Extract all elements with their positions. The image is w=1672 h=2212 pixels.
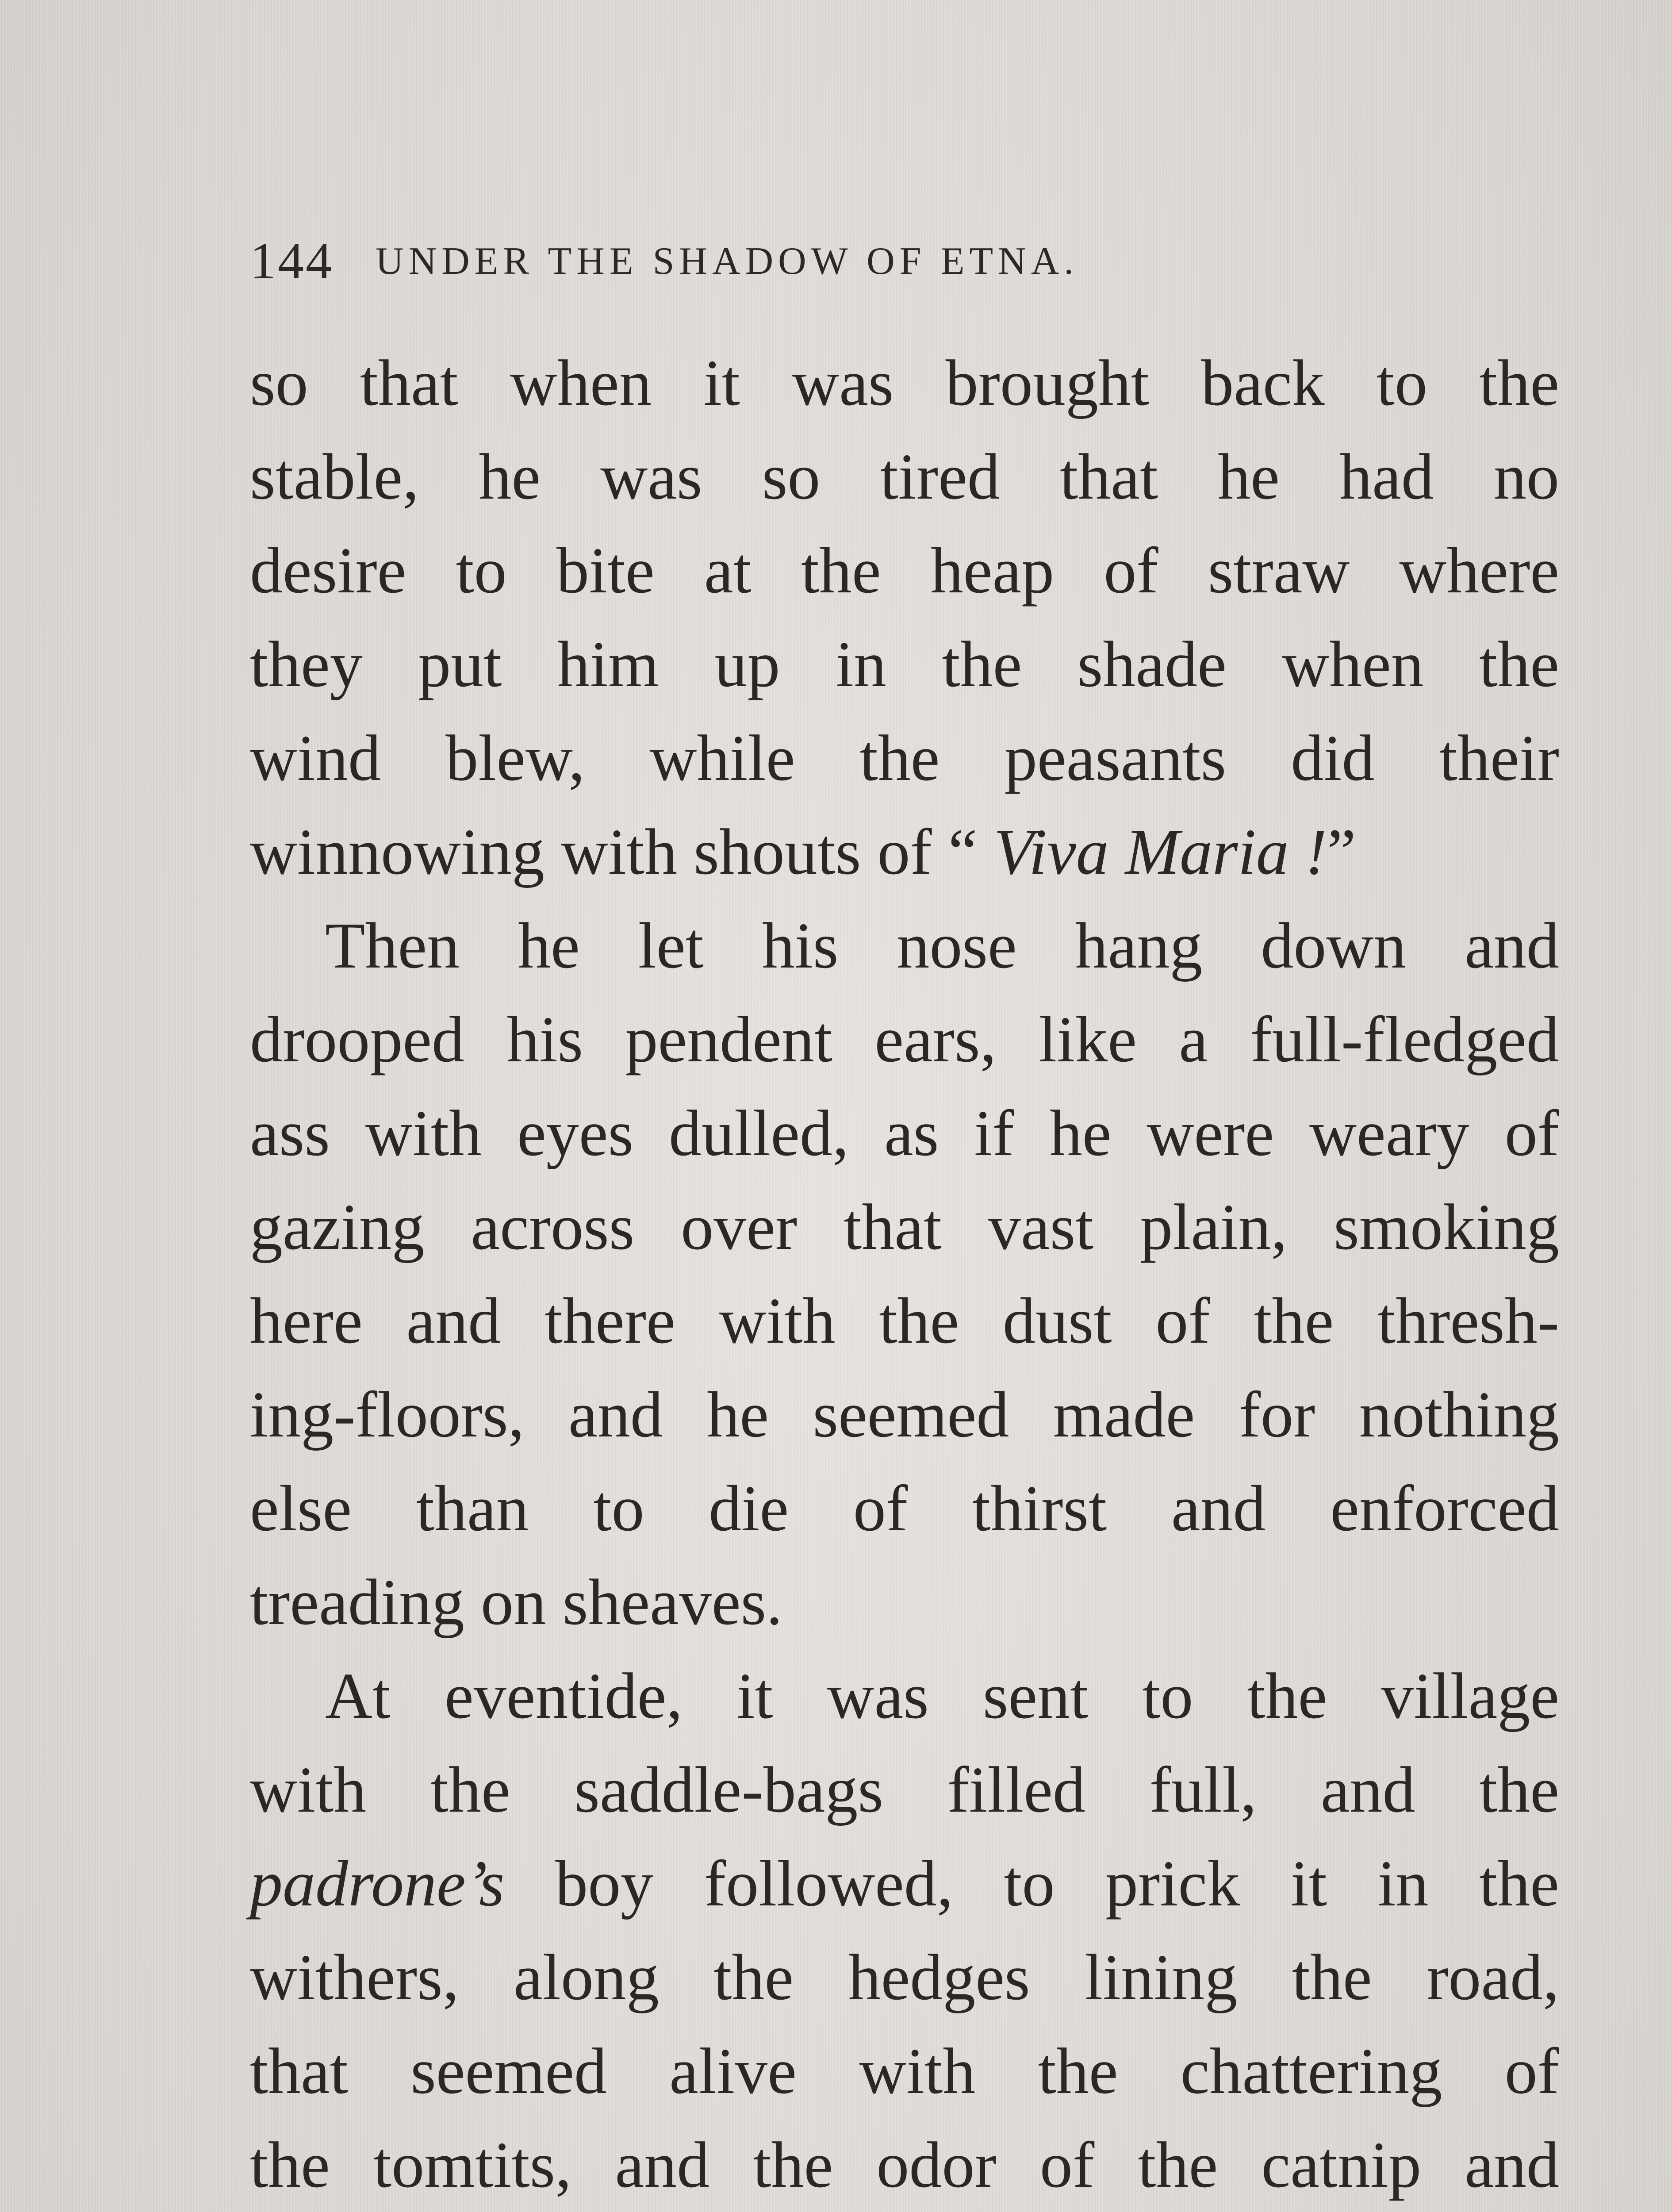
text-line: wind blew, while the peasants did their — [250, 722, 1559, 795]
text-line: that seemed alive with the chattering of — [250, 2035, 1559, 2108]
paragraph-3 — [250, 1649, 1559, 2212]
text-line: drooped his pendent ears, like a full-fledged — [250, 1003, 1559, 1076]
text-line: so that when it was brought back to the — [250, 347, 1559, 419]
body-text — [250, 336, 1559, 2212]
running-title: UNDER THE SHADOW OF ETNA. — [376, 239, 1079, 283]
paragraph-1 — [250, 336, 1559, 899]
text-line: stable, he was so tired that he had no — [250, 441, 1559, 513]
text-line: Then he let his nose hang down and — [325, 910, 1559, 982]
text-span: winnowing with shouts of “ — [250, 816, 994, 888]
text-line: gazing across over that vast plain, smoking — [250, 1191, 1559, 1263]
text-line: the tomtits, and the odor of the catnip and — [250, 2129, 1559, 2201]
text-line: here and there with the dust of the thresh- — [250, 1285, 1559, 1357]
text-line: ass with eyes dulled, as if he were weary of — [250, 1097, 1559, 1170]
italic-phrase: Viva Maria ! — [993, 816, 1327, 888]
text-line: desire to bite at the heap of straw where — [250, 534, 1559, 607]
text-line — [250, 1837, 1559, 1931]
text-line: withers, along the hedges lining the road, — [250, 1941, 1559, 2014]
text-line: treading on sheaves. — [250, 1566, 783, 1639]
text-line: ing-floors, and he seemed made for nothing — [250, 1379, 1559, 1451]
closing-quote: ” — [1327, 816, 1356, 888]
text-line: At eventide, it was sent to the village — [325, 1660, 1559, 1732]
paragraph-2 — [250, 899, 1559, 1649]
running-head — [250, 230, 1559, 292]
italic-word: padrone’s — [250, 1847, 505, 1920]
text-line: else than to die of thirst and enforced — [250, 1472, 1559, 1545]
text-line: with the saddle-bags filled full, and the — [250, 1754, 1559, 1826]
page-number: 144 — [250, 232, 334, 290]
text-span: boy followed, to prick it in the — [504, 1847, 1559, 1920]
text-line — [250, 805, 1559, 899]
text-line: they put him up in the shade when the — [250, 628, 1559, 701]
